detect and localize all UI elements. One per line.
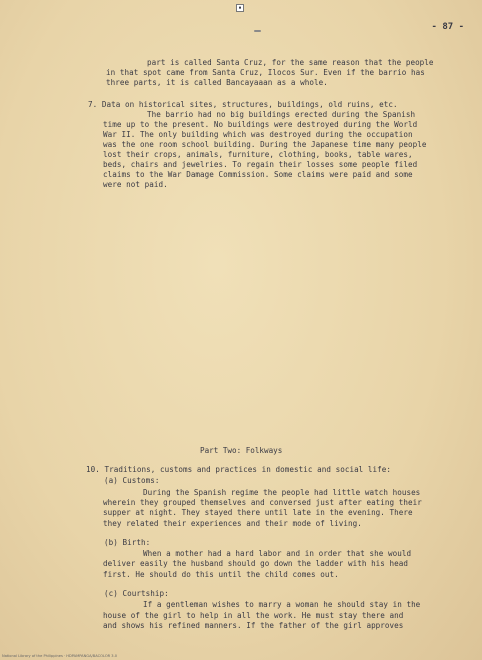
part-two-heading: Part Two: Folkways [200,446,283,455]
text-line: part is called Santa Cruz, for the same reason that the people [147,58,434,67]
text-line: When a mother had a hard labor and in order that she would [143,549,412,558]
subheading-customs: (a) Customs: [104,476,160,485]
text-line: beds, chairs and jewelries. To regain their losses some people filed [103,160,418,169]
section-heading-7: 7. Data on historical sites, structures, buildings, old ruins, etc. [88,100,398,109]
text-line: were not paid. [103,180,168,189]
top-mark: ▪ [236,4,244,12]
text-line: wherein they grouped themselves and conversed just after eating their [103,498,422,507]
section-heading-10: 10. Traditions, customs and practices in domestic and social life: [86,465,392,474]
subheading-courtship: (c) Courtship: [104,589,169,598]
text-line: first. He should do this until the child comes out. [103,570,339,579]
page-number: - 87 - [431,22,464,32]
text-line: in that spot came from Santa Cruz, Ilocos Sur. Even if the barrio has [106,68,425,77]
text-line: house of the girl to help in all the work. He must stay there and [103,611,404,620]
archive-footer: National Library of the Philippines · HDPAMPANGA/BACOLOR 3.0 [2,654,118,658]
text-line: supper at night. They stayed there until late in the evening. There [103,508,413,517]
text-line: time up to the present. No buildings were destroyed during the World [103,120,418,129]
text-line: was the one room school building. During the Japanese time many people [103,140,427,149]
text-line: The barrio had no big buildings erected during the Spanish [147,110,416,119]
text-line: three parts, it is called Bancayaaan as a whole. [106,78,328,87]
paper-speck [254,30,261,32]
text-line: claims to the War Damage Commission. Some claims were paid and some [103,170,413,179]
text-line: During the Spanish regime the people had little watch houses [143,488,421,497]
text-line: If a gentleman wishes to marry a woman he should stay in the [143,600,421,609]
text-line: deliver easily the husband should go down the ladder with his head [103,559,409,568]
text-line: War II. The only building which was destroyed during the occupation [103,130,413,139]
text-line: and shows his refined manners. If the father of the girl approves [103,621,404,630]
text-line: they related their experiences and their mode of living. [103,519,362,528]
text-line: lost their crops, animals, furniture, clothing, books, table wares, [103,150,413,159]
subheading-birth: (b) Birth: [104,538,151,547]
